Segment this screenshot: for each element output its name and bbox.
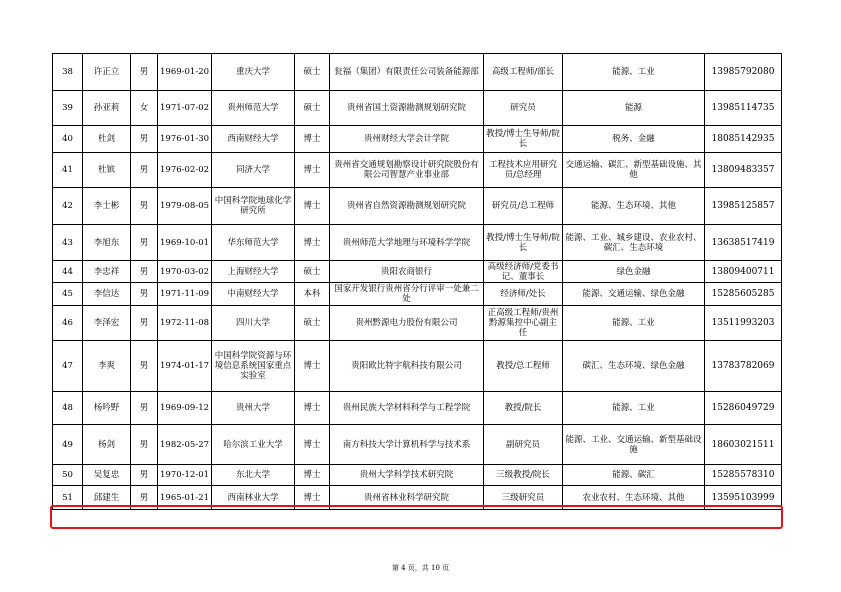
cell-no: 51	[53, 486, 83, 510]
cell-birth: 1969-10-01	[158, 225, 212, 261]
cell-school: 中国科学院地球化学研究所	[212, 188, 295, 225]
table-row	[53, 392, 782, 425]
cell-gender: 男	[131, 425, 158, 465]
cell-org: 贵州黔源电力股份有限公司	[330, 306, 484, 341]
cell-title: 副研究员	[484, 425, 563, 465]
experts-table	[52, 53, 782, 510]
cell-org: 瓮福（集团）有限责任公司装备能源部	[330, 54, 484, 91]
cell-school: 西南财经大学	[212, 126, 295, 153]
cell-field: 碳汇、生态环境、绿色金融	[563, 341, 705, 392]
table-row	[53, 425, 782, 465]
table-body	[53, 54, 782, 510]
cell-school: 中南财经大学	[212, 283, 295, 306]
cell-no: 50	[53, 465, 83, 486]
cell-field: 农业农村、生态环境、其他	[563, 486, 705, 510]
cell-gender: 男	[131, 261, 158, 283]
cell-phone: 13985125857	[705, 188, 782, 225]
cell-no: 45	[53, 283, 83, 306]
cell-org: 贵州省交通规划勘察设计研究院股份有限公司智慧产业事业部	[330, 153, 484, 188]
cell-gender: 男	[131, 392, 158, 425]
cell-org: 贵州省自然资源勘测规划研究院	[330, 188, 484, 225]
cell-gender: 男	[131, 126, 158, 153]
cell-birth: 1970-03-02	[158, 261, 212, 283]
cell-phone: 18603021511	[705, 425, 782, 465]
cell-school: 贵州大学	[212, 392, 295, 425]
cell-name: 杜剑	[83, 126, 131, 153]
cell-birth: 1970-12-01	[158, 465, 212, 486]
cell-degree: 博士	[295, 486, 330, 510]
cell-title: 三级教授/院长	[484, 465, 563, 486]
cell-org: 贵州民族大学材料科学与工程学院	[330, 392, 484, 425]
cell-birth: 1971-07-02	[158, 91, 212, 126]
cell-birth: 1972-11-08	[158, 306, 212, 341]
cell-phone: 13783782069	[705, 341, 782, 392]
cell-school: 东北大学	[212, 465, 295, 486]
cell-school: 同济大学	[212, 153, 295, 188]
cell-degree: 博士	[295, 341, 330, 392]
cell-degree: 博士	[295, 465, 330, 486]
cell-phone: 15286049729	[705, 392, 782, 425]
cell-field: 税务、金融	[563, 126, 705, 153]
cell-gender: 男	[131, 486, 158, 510]
table-row	[53, 54, 782, 91]
cell-birth: 1965-01-21	[158, 486, 212, 510]
cell-no: 42	[53, 188, 83, 225]
table-row	[53, 486, 782, 510]
cell-phone: 13985792080	[705, 54, 782, 91]
cell-field: 绿色金融	[563, 261, 705, 283]
cell-field: 能源、工业	[563, 306, 705, 341]
cell-name: 李爽	[83, 341, 131, 392]
table-row	[53, 306, 782, 341]
cell-org: 贵阳农商银行	[330, 261, 484, 283]
cell-org: 贵州大学科学技术研究院	[330, 465, 484, 486]
cell-org: 贵阳欧比特宇航科技有限公司	[330, 341, 484, 392]
cell-phone: 15285605285	[705, 283, 782, 306]
cell-phone: 13511993203	[705, 306, 782, 341]
cell-birth: 1971-11-09	[158, 283, 212, 306]
cell-title: 高级工程师/部长	[484, 54, 563, 91]
cell-title: 三级研究员	[484, 486, 563, 510]
cell-birth: 1976-02-02	[158, 153, 212, 188]
cell-degree: 博士	[295, 392, 330, 425]
cell-degree: 硕士	[295, 261, 330, 283]
cell-title: 教授/院长	[484, 392, 563, 425]
cell-name: 邱建生	[83, 486, 131, 510]
cell-degree: 博士	[295, 126, 330, 153]
cell-no: 40	[53, 126, 83, 153]
cell-birth: 1979-08-05	[158, 188, 212, 225]
cell-no: 49	[53, 425, 83, 465]
cell-field: 能源、生态环境、其他	[563, 188, 705, 225]
cell-phone: 13809483357	[705, 153, 782, 188]
cell-degree: 博士	[295, 188, 330, 225]
cell-title: 研究员/总工程师	[484, 188, 563, 225]
cell-title: 工程技术应用研究员/总经理	[484, 153, 563, 188]
table-row	[53, 341, 782, 392]
cell-org: 贵州省林业科学研究院	[330, 486, 484, 510]
cell-name: 杜镔	[83, 153, 131, 188]
cell-birth: 1969-01-20	[158, 54, 212, 91]
table-row	[53, 91, 782, 126]
cell-title: 教授/博士生导师/院长	[484, 126, 563, 153]
cell-gender: 女	[131, 91, 158, 126]
cell-gender: 男	[131, 283, 158, 306]
cell-name: 李忠祥	[83, 261, 131, 283]
cell-school: 贵州师范大学	[212, 91, 295, 126]
cell-gender: 男	[131, 465, 158, 486]
cell-name: 许正立	[83, 54, 131, 91]
cell-degree: 硕士	[295, 306, 330, 341]
page-footer: 第 4 页，共 10 页	[391, 564, 450, 572]
cell-field: 能源、工业	[563, 54, 705, 91]
cell-name: 李士彬	[83, 188, 131, 225]
cell-birth: 1976-01-30	[158, 126, 212, 153]
cell-gender: 男	[131, 341, 158, 392]
cell-title: 高级经济师/党委书记、董事长	[484, 261, 563, 283]
cell-name: 杨吟野	[83, 392, 131, 425]
cell-school: 哈尔滨工业大学	[212, 425, 295, 465]
cell-birth: 1969-09-12	[158, 392, 212, 425]
cell-title: 研究员	[484, 91, 563, 126]
cell-no: 43	[53, 225, 83, 261]
cell-school: 重庆大学	[212, 54, 295, 91]
cell-phone: 13638517419	[705, 225, 782, 261]
cell-name: 李旭东	[83, 225, 131, 261]
cell-org: 南方科技大学计算机科学与技术系	[330, 425, 484, 465]
cell-title: 教授/博士生导师/院长	[484, 225, 563, 261]
cell-no: 47	[53, 341, 83, 392]
cell-title: 正高级工程师/贵州黔源集控中心副主任	[484, 306, 563, 341]
table-row	[53, 283, 782, 306]
cell-org: 贵州师范大学地理与环境科学学院	[330, 225, 484, 261]
cell-name: 孙亚莉	[83, 91, 131, 126]
cell-degree: 硕士	[295, 54, 330, 91]
cell-no: 44	[53, 261, 83, 283]
cell-degree: 硕士	[295, 91, 330, 126]
cell-degree: 博士	[295, 425, 330, 465]
cell-school: 中国科学院资源与环境信息系统国家重点实验室	[212, 341, 295, 392]
cell-no: 38	[53, 54, 83, 91]
cell-school: 西南林业大学	[212, 486, 295, 510]
cell-phone: 15285578310	[705, 465, 782, 486]
cell-name: 李信达	[83, 283, 131, 306]
cell-gender: 男	[131, 54, 158, 91]
cell-field: 能源、工业、交通运输、新型基础设施	[563, 425, 705, 465]
cell-field: 交通运输、碳汇、新型基础设施、其他	[563, 153, 705, 188]
cell-name: 李泽宏	[83, 306, 131, 341]
cell-title: 教授/总工程师	[484, 341, 563, 392]
cell-org: 国家开发银行贵州省分行评审一处兼二处	[330, 283, 484, 306]
cell-field: 能源	[563, 91, 705, 126]
cell-no: 48	[53, 392, 83, 425]
cell-degree: 博士	[295, 153, 330, 188]
cell-field: 能源、工业	[563, 392, 705, 425]
cell-name: 杨剑	[83, 425, 131, 465]
cell-birth: 1974-01-17	[158, 341, 212, 392]
cell-degree: 博士	[295, 225, 330, 261]
table-row	[53, 153, 782, 188]
cell-phone: 13595103999	[705, 486, 782, 510]
cell-no: 39	[53, 91, 83, 126]
cell-school: 华东师范大学	[212, 225, 295, 261]
cell-field: 能源、交通运输、绿色金融	[563, 283, 705, 306]
cell-title: 经济师/处长	[484, 283, 563, 306]
cell-birth: 1982-05-27	[158, 425, 212, 465]
cell-phone: 18085142935	[705, 126, 782, 153]
cell-school: 上海财经大学	[212, 261, 295, 283]
table-row	[53, 225, 782, 261]
cell-no: 46	[53, 306, 83, 341]
cell-gender: 男	[131, 225, 158, 261]
cell-phone: 13985114735	[705, 91, 782, 126]
cell-org: 贵州省国土资源勘测规划研究院	[330, 91, 484, 126]
cell-phone: 13809400711	[705, 261, 782, 283]
cell-no: 41	[53, 153, 83, 188]
cell-gender: 男	[131, 188, 158, 225]
table-row	[53, 465, 782, 486]
table-row	[53, 261, 782, 283]
table-row	[53, 126, 782, 153]
table-row	[53, 188, 782, 225]
cell-field: 能源、工业、城乡建设、农业农村、碳汇、生态环境	[563, 225, 705, 261]
cell-gender: 男	[131, 306, 158, 341]
cell-org: 贵州财经大学会计学院	[330, 126, 484, 153]
cell-degree: 本科	[295, 283, 330, 306]
cell-gender: 男	[131, 153, 158, 188]
cell-name: 吴复忠	[83, 465, 131, 486]
cell-school: 四川大学	[212, 306, 295, 341]
cell-field: 能源、碳汇	[563, 465, 705, 486]
